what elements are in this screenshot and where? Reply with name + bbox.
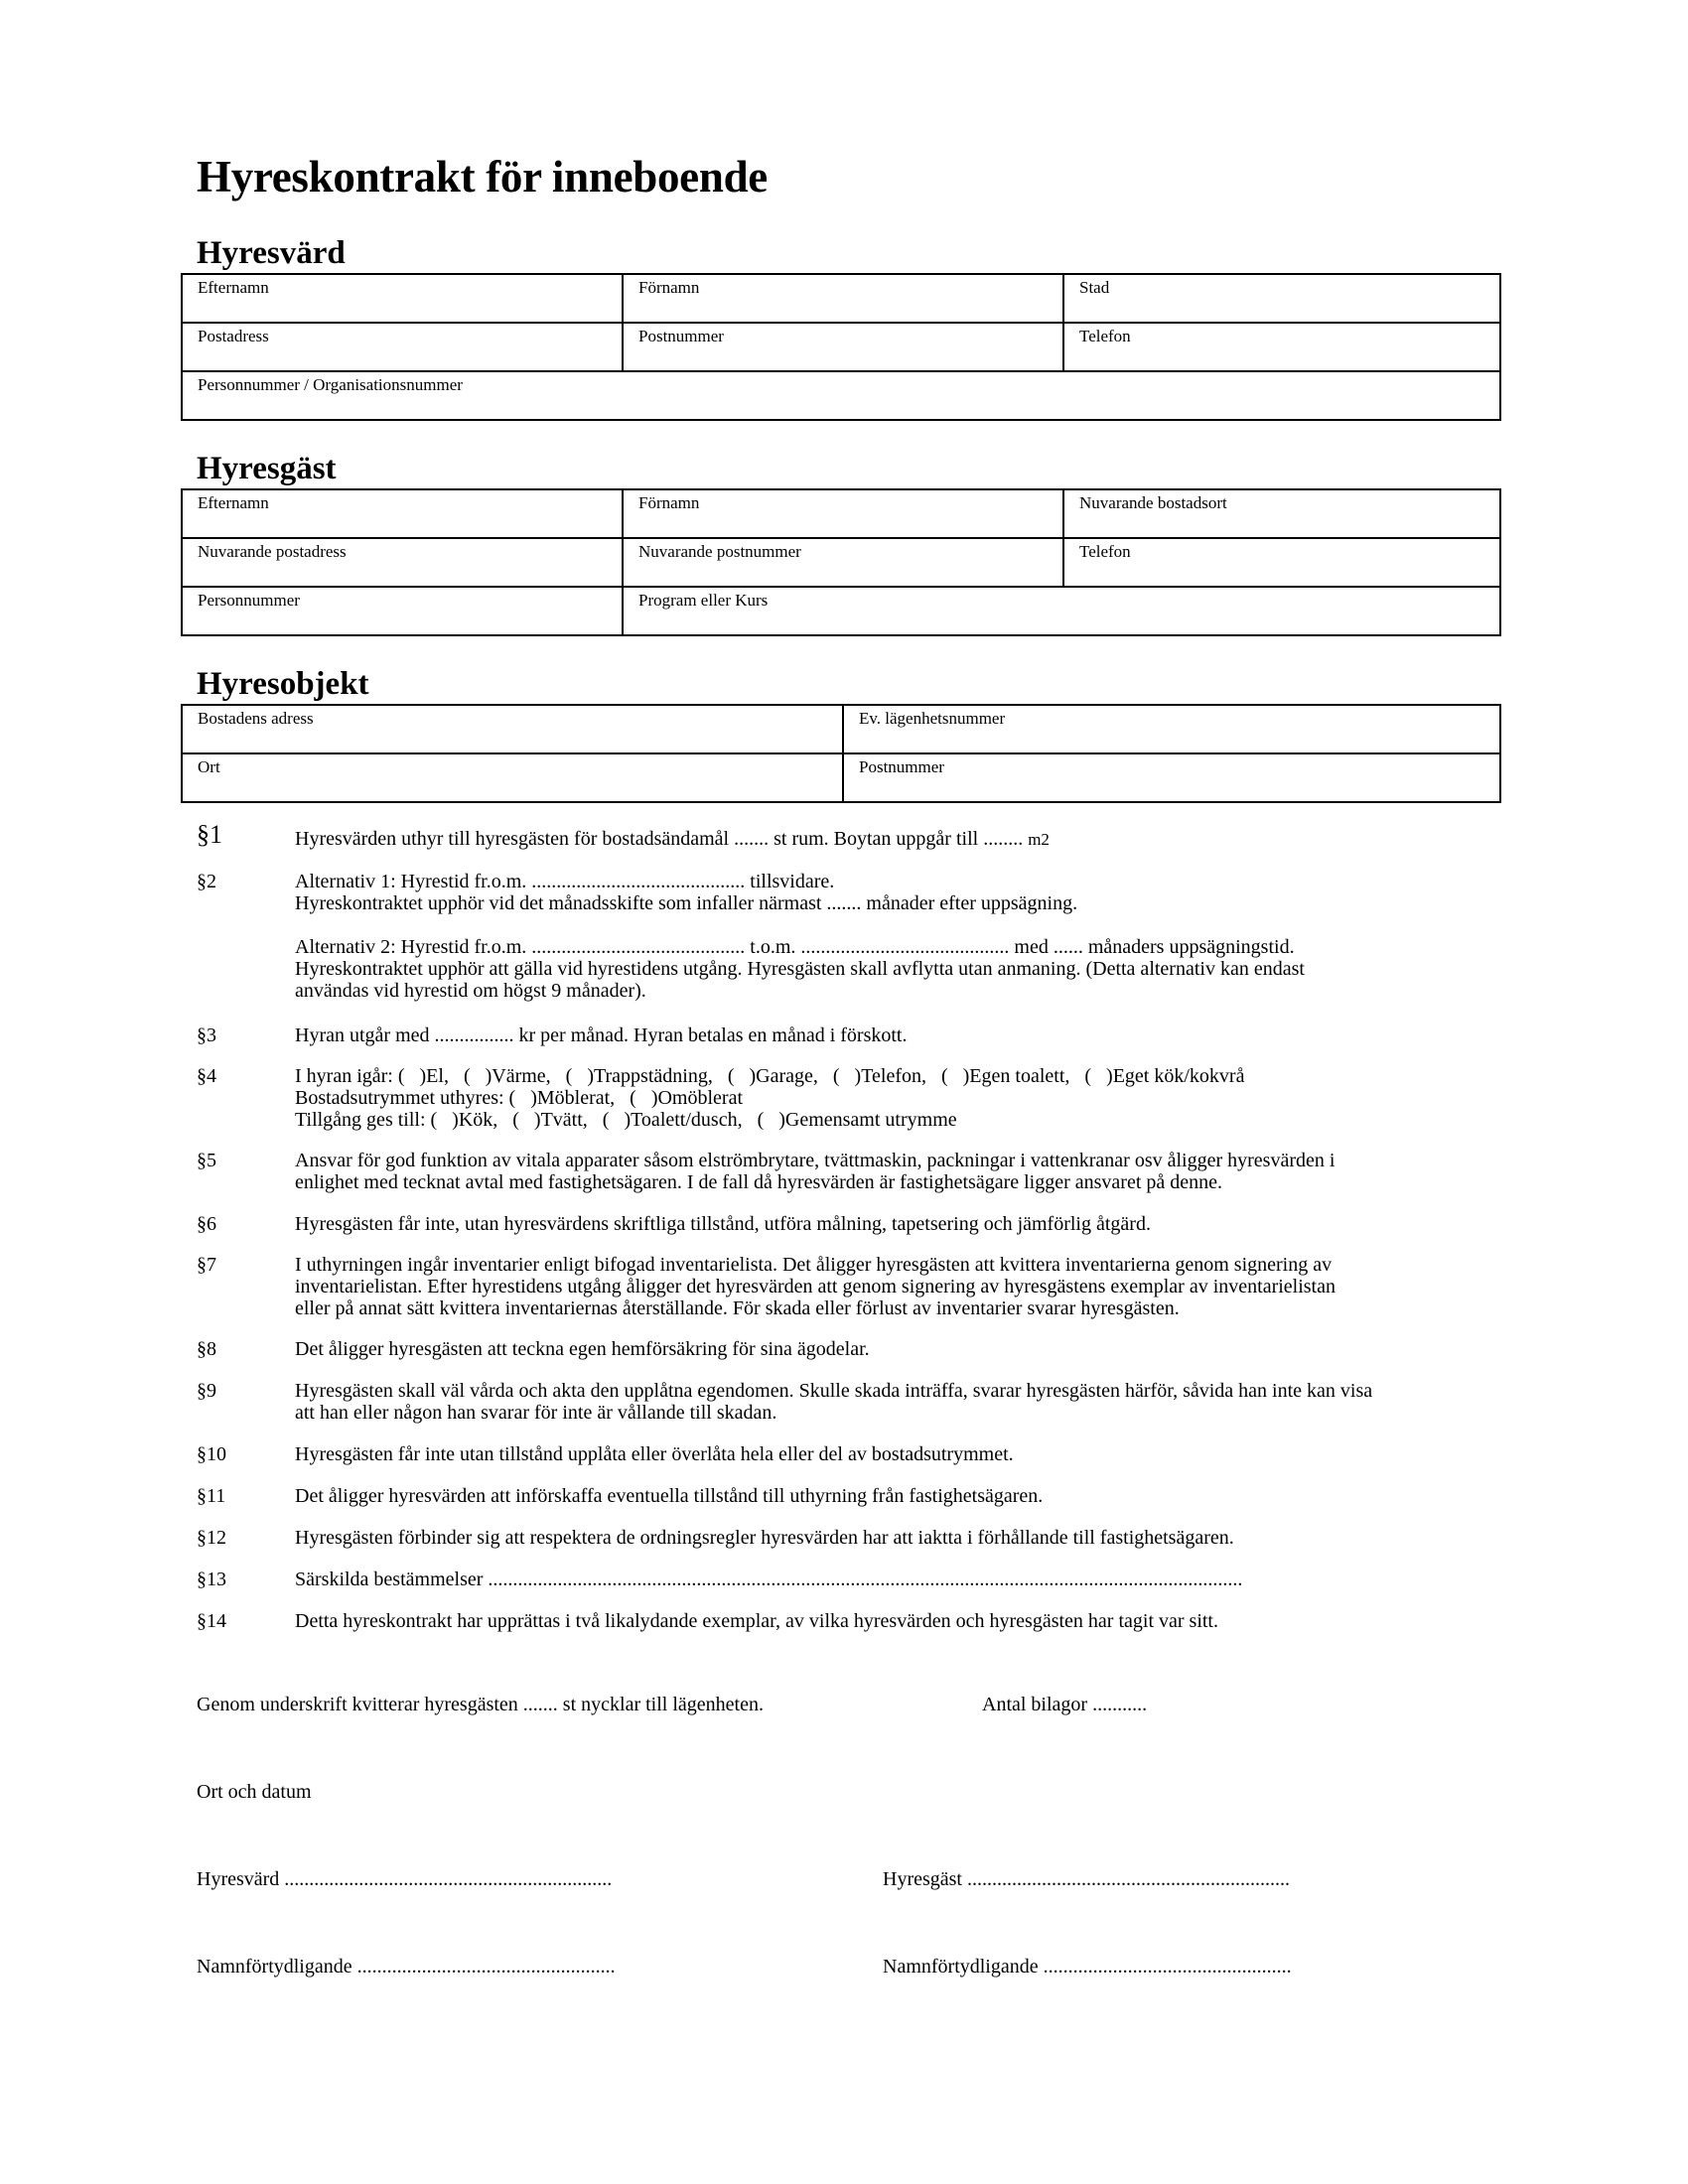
tenant-name-clarification-line: Namnförtydligande .................................................. [883,1956,1292,1978]
paragraph-9 [197,1380,1507,1424]
paragraph-line: inventarielistan. Efter hyrestidens utgång åligger det hyresvärden att genom signering av hyresgästens exemplar av inventarielistan [295,1276,1336,1297]
paragraph-5 [197,1150,1507,1193]
page-title: Hyreskontrakt för inneboende [197,152,768,202]
paragraph-line: enlighet med tecknat avtal med fastighetsägaren. I de fall då hyresvärden är fastighetsägare ligger ansvaret på denne. [295,1171,1223,1193]
paragraph-line: Alternativ 1: Hyrestid fr.o.m. ........................................... tillsvidare. [295,871,835,892]
paragraph-line: Hyreskontraktet upphör att gälla vid hyrestidens utgång. Hyresgästen skall avflytta utan anmaning. (Detta alternativ kan endast [295,958,1305,980]
paragraph-number: §7 [197,1254,216,1276]
paragraph-number: §10 [197,1443,226,1465]
paragraph-line: Hyresgästen förbinder sig att respektera de ordningsregler hyresvärden har att iaktta i förhållande till fastighetsägaren. [295,1527,1234,1549]
paragraph-number: §5 [197,1150,216,1171]
paragraph-line: Särskilda bestämmelser ........................................................................................................................................................ [295,1569,1243,1590]
section-title-hyresvard: Hyresvärd [197,235,346,271]
field-personnummer[interactable]: Personnummer [198,591,300,610]
field-ort[interactable]: Ort [198,757,220,776]
paragraph-11 [197,1485,1507,1507]
field-lagenhetsnummer[interactable]: Ev. lägenhetsnummer [842,706,1499,752]
hyresgast-table [181,488,1501,636]
paragraph-number: §11 [197,1485,226,1507]
table-row [183,752,1499,801]
keys-receipt-line: Genom underskrift kvitterar hyresgästen ....... st nycklar till lägenheten. [197,1694,764,1715]
paragraph-2 [197,871,1507,1002]
paragraph-line: I hyran igår: ( )El, ( )Värme, ( )Trappstädning, ( )Garage, ( )Telefon, ( )Egen toalett, ( )Eget kök/kokvrå [295,1065,1245,1087]
paragraph-line: eller på annat sätt kvittera inventariernas återställande. För skada eller förlust av inventarier svarar hyresgästen. [295,1297,1180,1319]
field-nuvarande-postnummer[interactable]: Nuvarande postnummer [622,539,1062,586]
paragraph-13 [197,1569,1507,1590]
field-nuvarande-postadress[interactable]: Nuvarande postadress [198,542,347,561]
paragraph-4 [197,1065,1507,1131]
field-telefon[interactable]: Telefon [1062,539,1499,586]
paragraph-line: Hyresgästen skall väl vårda och akta den upplåtna egendomen. Skulle skada inträffa, svarar hyresgästen härför, såvida han inte kan visa [295,1380,1373,1402]
paragraph-line: Hyresvärden uthyr till hyresgästen för bostadsändamål ....... st rum. Boytan uppgår till ........ [295,828,1024,850]
paragraph-number: §8 [197,1338,216,1360]
hyresobjekt-table [181,704,1501,803]
field-stad[interactable]: Stad [1062,275,1499,322]
paragraph-14 [197,1610,1507,1632]
paragraph-line: användas vid hyrestid om högst 9 månader). [295,980,646,1002]
field-program-eller-kurs[interactable]: Program eller Kurs [622,588,1499,634]
paragraph-line: Hyresgästen får inte utan tillstånd upplåta eller överlåta hela eller del av bostadsutrymmet. [295,1443,1014,1465]
paragraph-number: §2 [197,871,216,892]
field-postadress[interactable]: Postadress [198,327,269,345]
paragraph-number: §14 [197,1610,226,1632]
paragraph-line: Hyresgästen får inte, utan hyresvärdens skriftliga tillstånd, utföra målning, tapetsering och jämförlig åtgärd. [295,1213,1151,1235]
field-postnummer[interactable]: Postnummer [622,324,1062,370]
field-efternamn[interactable]: Efternamn [198,278,269,297]
field-efternamn[interactable]: Efternamn [198,493,269,512]
unit-m2: m2 [1028,830,1050,849]
field-personnummer-org[interactable]: Personnummer / Organisationsnummer [198,375,463,394]
table-row [183,322,1499,370]
field-bostadens-adress[interactable]: Bostadens adress [198,709,314,728]
hyresvard-table [181,273,1501,421]
field-fornamn[interactable]: Förnamn [622,490,1062,537]
table-row [183,490,1499,537]
paragraph-line: Bostadsutrymmet uthyres: ( )Möblerat, ( )Omöblerat [295,1087,744,1109]
paragraph-number: §6 [197,1213,216,1235]
field-nuvarande-bostadsort[interactable]: Nuvarande bostadsort [1062,490,1499,537]
paragraph-line: Hyreskontraktet upphör vid det månadsskifte som infaller närmast ....... månader efter uppsägning. [295,892,1078,914]
table-row [183,586,1499,634]
paragraph-line: Tillgång ges till: ( )Kök, ( )Tvätt, ( )Toalett/dusch, ( )Gemensamt utrymme [295,1109,957,1131]
paragraph-8 [197,1338,1507,1360]
paragraph-line: Det åligger hyresgästen att teckna egen hemförsäkring för sina ägodelar. [295,1338,870,1360]
paragraph-number: §1 [197,820,222,849]
place-and-date-label: Ort och datum [197,1781,312,1803]
paragraph-line: I uthyrningen ingår inventarier enligt bifogad inventarielista. Det åligger hyresgästen att kvittera inventarierna genom signering av [295,1254,1333,1276]
paragraph-line: Alternativ 2: Hyrestid fr.o.m. ........................................... t.o.m. .......................................... med ...... månaders uppsägningstid. [295,936,1295,958]
paragraph-number: §9 [197,1380,216,1402]
paragraph-line: Det åligger hyresvärden att införskaffa eventuella tillstånd till uthyrning från fastighetsägaren. [295,1485,1044,1507]
landlord-name-clarification-line: Namnförtydligande .................................................... [197,1956,616,1978]
table-row [183,370,1499,419]
paragraph-line: Hyran utgår med ................ kr per månad. Hyran betalas en månad i förskott. [295,1024,908,1046]
paragraph-line: Ansvar för god funktion av vitala apparater såsom elströmbrytare, tvättmaskin, packningar i vattenkranar osv åligger hyresvärden i [295,1150,1336,1171]
attachments-count-line: Antal bilagor ........... [982,1694,1148,1715]
table-row [183,706,1499,752]
section-title-hyresobjekt: Hyresobjekt [197,666,369,702]
field-fornamn[interactable]: Förnamn [622,275,1062,322]
landlord-signature-line: Hyresvärd .................................................................. [197,1868,613,1890]
table-row [183,275,1499,322]
paragraph-7 [197,1254,1507,1319]
paragraph-10 [197,1443,1507,1465]
paragraph-12 [197,1527,1507,1549]
paragraph-line: Detta hyreskontrakt har upprättas i två likalydande exemplar, av vilka hyresvärden och hyresgästen har tagit var sitt. [295,1610,1218,1632]
section-title-hyresgast: Hyresgäst [197,451,337,486]
field-telefon[interactable]: Telefon [1062,324,1499,370]
paragraph-1 [197,820,1507,851]
paragraph-number: §13 [197,1569,226,1590]
paragraph-number: §12 [197,1527,226,1549]
paragraph-number: §4 [197,1065,216,1087]
paragraph-6 [197,1213,1507,1235]
paragraph-line: att han eller någon han svarar för inte är vållande till skadan. [295,1402,777,1424]
paragraph-3 [197,1024,1507,1046]
table-row [183,537,1499,586]
paragraph-number: §3 [197,1024,216,1046]
field-postnummer[interactable]: Postnummer [842,754,1499,801]
tenant-signature-line: Hyresgäst ................................................................. [883,1868,1290,1890]
